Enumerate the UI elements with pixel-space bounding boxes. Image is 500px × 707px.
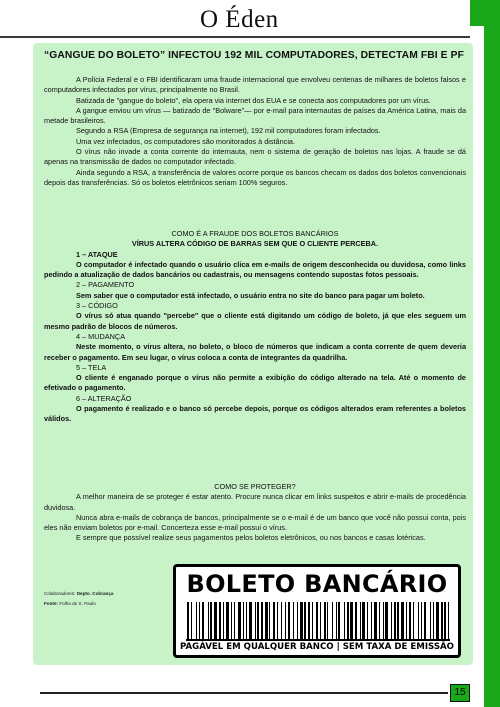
collaborators-label: Colaboradores: <box>44 591 76 596</box>
boleto-footer: PAGÁVEL EM QUALQUER BANCO | SEM TAXA DE EMISSÃO <box>179 642 454 652</box>
protect-paragraph: E sempre que possível realize seus pagamentos pelos boletos eletrônicos, ou nos bancos e casas lotéricas. <box>76 533 426 543</box>
article-paragraph: Batizada de "gangue do boleto", ela opera via internet dos EUA e se conecta aos computadores por um vírus. <box>76 95 431 105</box>
step-title: 5 – TELA <box>76 362 107 372</box>
step-title: 3 – CÓDIGO <box>76 301 118 311</box>
protect-paragraph: Nunca abra e-mails de cobrança de bancos, principalmente se o e-mail é de um banco que você não possui conta, pois eles não enviam boletos por e-mail. Concerteza esse e-mail possui o vírus. <box>44 512 466 533</box>
step-text: O pagamento é realizado e o banco só percebe depois, porque os códigos alterados eram referentes a boletos válidos. <box>44 404 466 424</box>
step-text: O computador é infectado quando o usuário clica em e-mails de origem desconhecida ou duvidosa, como links pedindo a atualização de dados bancários ou cadastrais, ou mensagens contendo supostas fotos pessoais. <box>44 259 466 280</box>
step-text: O cliente é enganado porque o vírus não permite a exibição do código alterado na tela. Até o momento de efetivado o pagamento. <box>44 373 466 393</box>
protect-paragraph: A melhor maneira de se proteger é estar atento. Procure nunca clicar em links suspeitos e abrir e-mails de procedência duvidosa. <box>44 492 466 512</box>
article-paragraph: Uma vez infectados, os computadores são monitorados à distância. <box>76 136 296 146</box>
fraud-subheading: VÍRUS ALTERA CÓDIGO DE BARRAS SEM QUE O CLIENTE PERCEBA. <box>131 239 379 249</box>
boleto-image <box>173 564 461 658</box>
boleto-divider <box>186 639 450 641</box>
article-paragraph: O vírus não invade a conta corrente do internauta, nem o sistema de geração de boletos nas lojas. A fraude se dá apenas na transmissão de dados no computador infectado. <box>44 147 466 167</box>
step-title: 1 – ATAQUE <box>76 249 118 259</box>
source-value: Folha de S. Paulo <box>59 601 96 606</box>
article-headline: “GANGUE DO BOLETO” INFECTOU 192 MIL COMPUTADORES, DETECTAM FBI E PF <box>44 50 464 61</box>
step-title: 2 – PAGAMENTO <box>76 280 135 290</box>
footer-divider <box>40 692 448 694</box>
fraud-heading: COMO É A FRAUDE DOS BOLETOS BANCÁRIOS <box>171 229 339 238</box>
article-body <box>44 75 466 188</box>
header-divider <box>0 36 470 38</box>
article-paragraph: Segundo a RSA (Empresa de segurança na internet), 192 mil computadores foram infectados. <box>76 126 381 136</box>
fraud-section <box>44 229 466 425</box>
source-label: Fonte: <box>44 601 59 606</box>
green-side-bar <box>484 24 500 707</box>
credits <box>44 589 113 609</box>
article-paragraph: Ainda segundo a RSA, a transferência de valores ocorre porque os bancos checam os dados dos boletos convencionais depois das transferências. Só os boletos eletrônicos seriam 100% seguros. <box>44 167 466 187</box>
collaborators-value: Depto. Cobrança <box>76 591 114 596</box>
boleto-title: BOLETO BANCÁRIO <box>186 570 448 598</box>
step-text: Sem saber que o computador está infectado, o usuário entra no site do banco para pagar um boleto. <box>76 290 425 300</box>
page-number: 15 <box>450 684 470 702</box>
step-title: 6 – ALTERAÇÃO <box>76 393 132 403</box>
step-text: O vírus só atua quando "percebe" que o cliente está digitando um código de boleto, já que eles seguem um mesmo padrão de blocos de números. <box>44 311 466 331</box>
article-paragraph: A Polícia Federal e o FBI identificaram uma fraude internacional que envolveu centenas de milhares de boletos falsos e computadores infectados por vírus, principalmente no Brasil. <box>44 75 466 95</box>
step-text: Neste momento, o vírus altera, no boleto, o bloco de números que indicam a conta corrente de quem deveria receber o pagamento. Em seu lugar, o vírus coloca a conta de integrantes da quadrilha. <box>44 342 466 362</box>
magazine-title: O Éden <box>200 6 279 33</box>
green-corner-bar <box>470 0 500 26</box>
step-title: 4 – MUDANÇA <box>76 331 126 341</box>
protect-heading: COMO SE PROTEGER? <box>214 482 296 491</box>
source-line <box>44 599 113 609</box>
collaborators-line <box>44 589 113 599</box>
barcode-graphic <box>187 602 449 639</box>
protect-section <box>44 482 466 544</box>
article-paragraph: A gangue enviou um vírus — batizado de "Bolware"— por e-mail para internautas de países da América Latina, mais da metade brasileiros. <box>44 105 466 126</box>
